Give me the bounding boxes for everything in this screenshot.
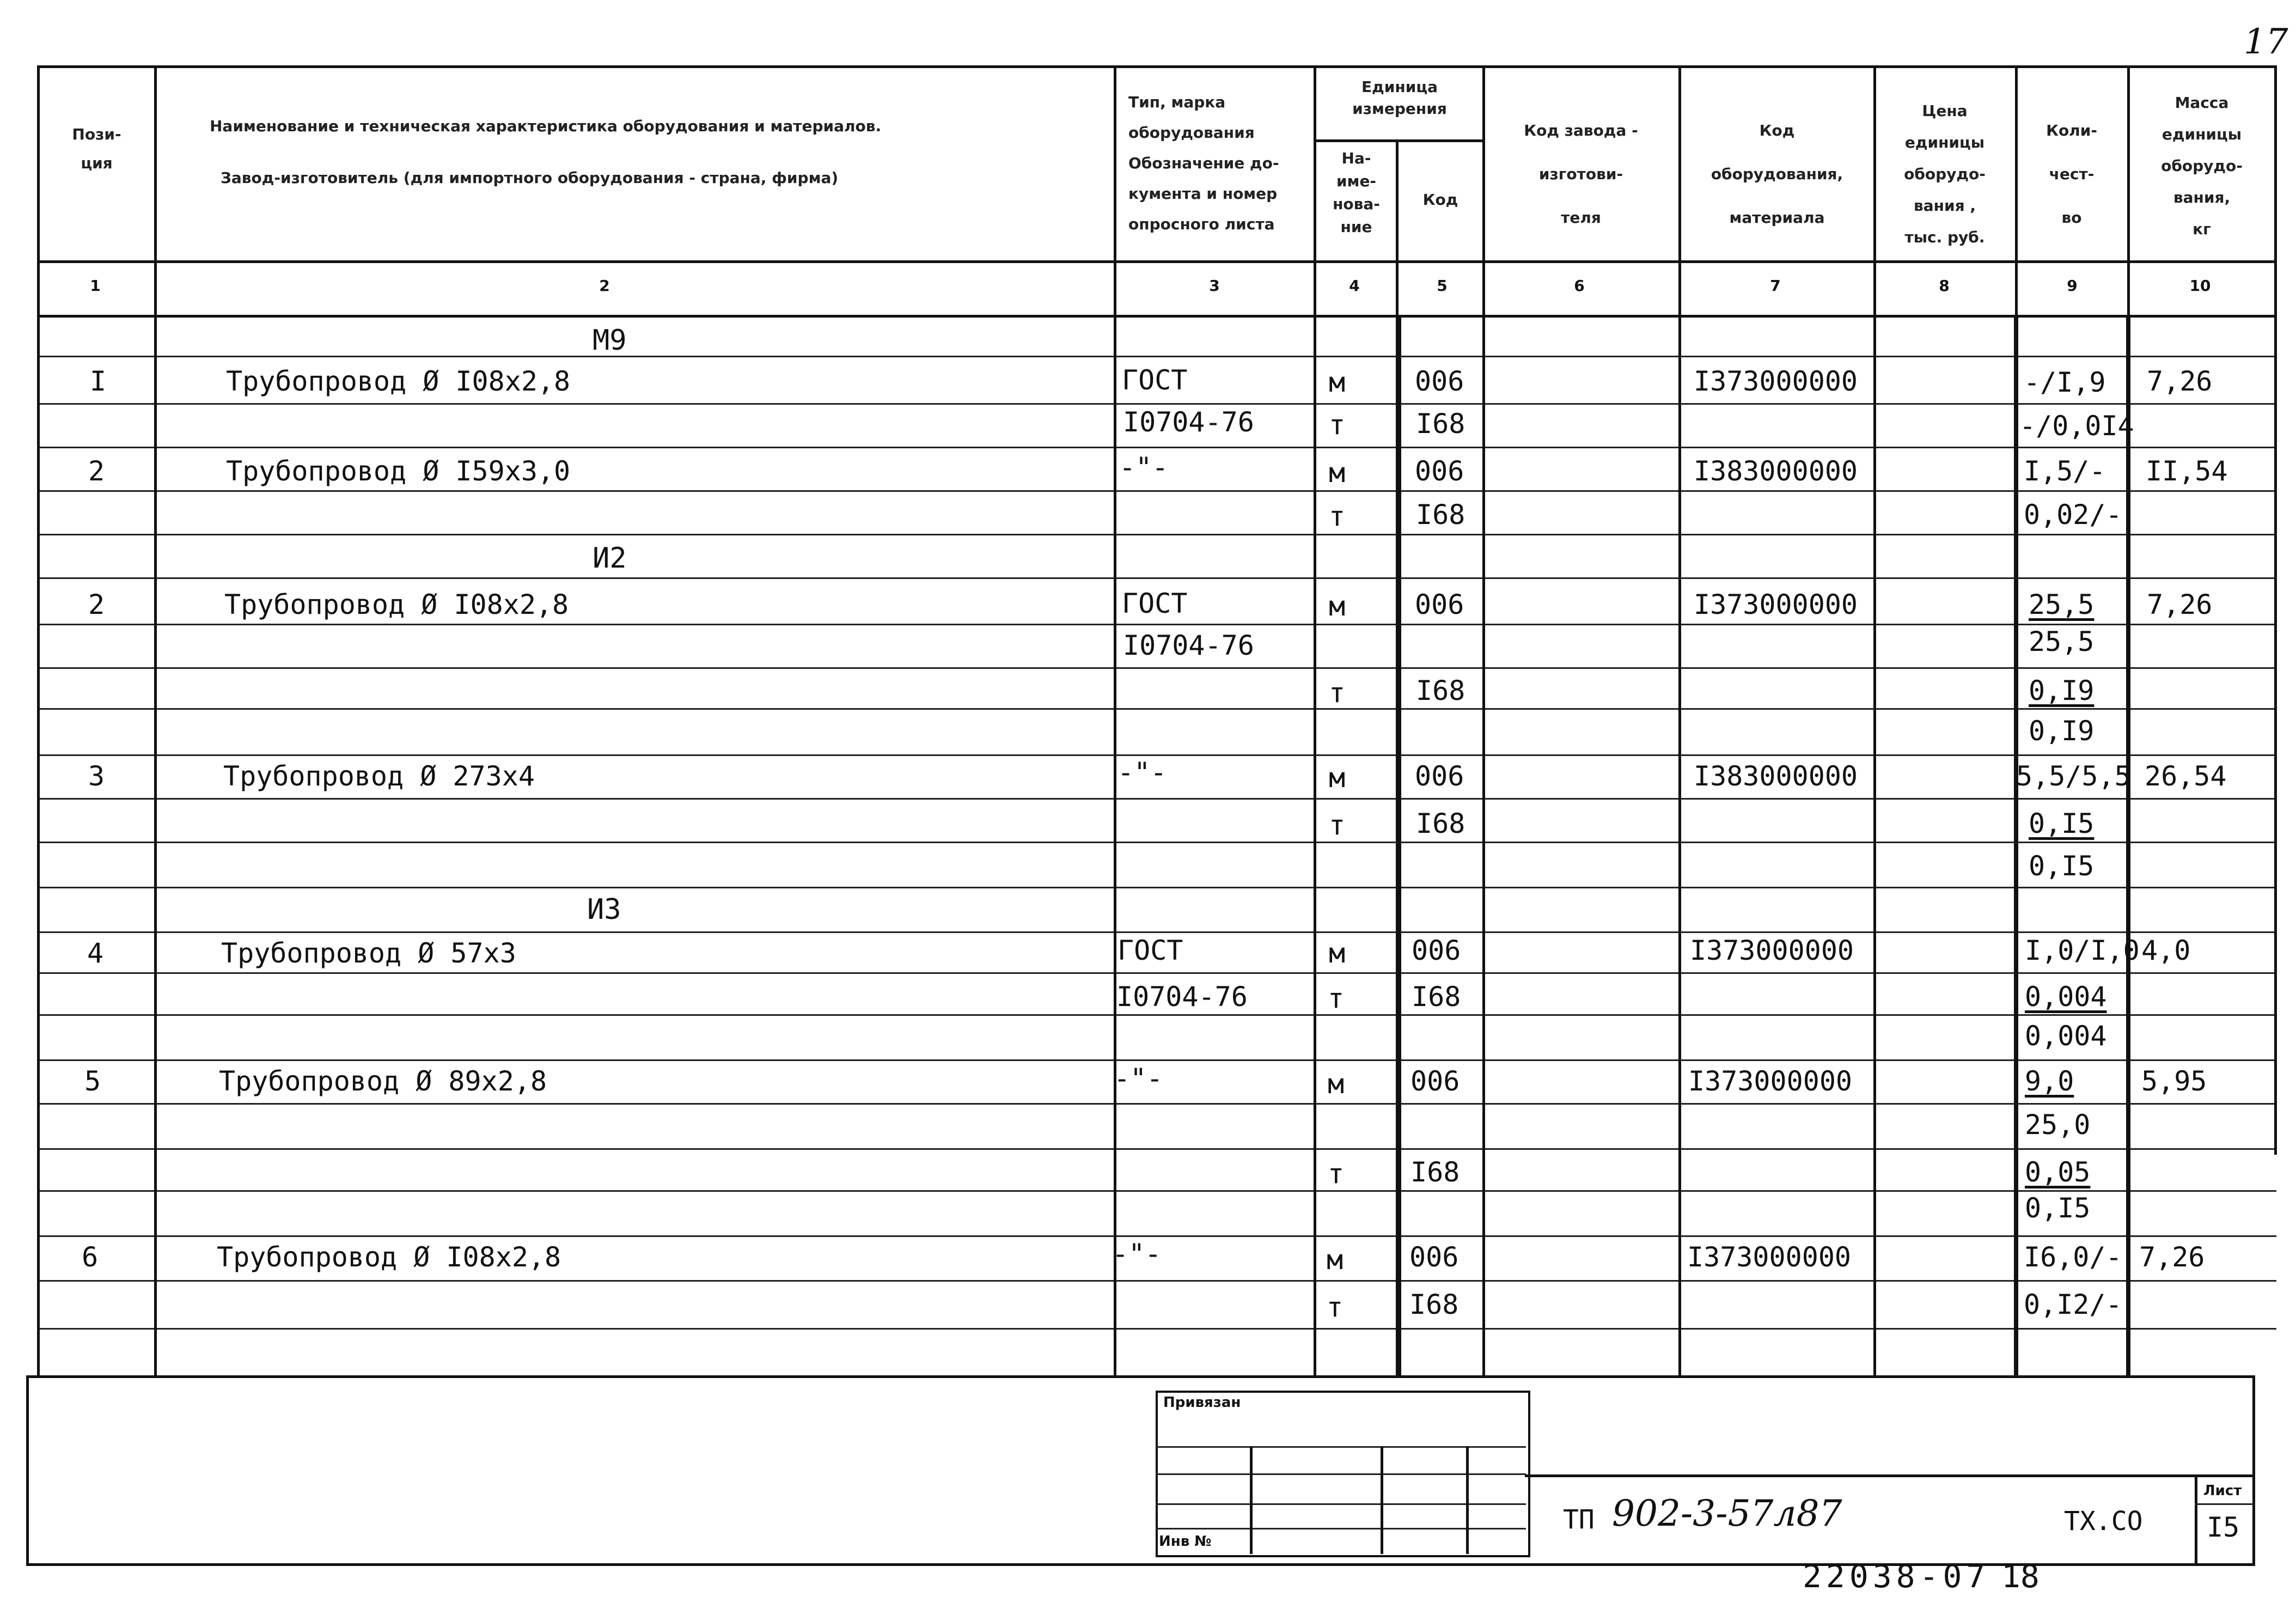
header-material-code: Код оборудования, материала: [1711, 121, 1843, 227]
cell-unit: т: [1329, 809, 1346, 841]
cell-quantity: I6,0/-: [2024, 1241, 2122, 1273]
cell-unit: м: [1327, 1244, 1344, 1276]
row-line: [38, 667, 2276, 669]
cell-unit-code: I68: [1409, 1289, 1459, 1320]
cell-doc: I0704-76: [1123, 406, 1254, 438]
cell-quantity: 0,I9: [2029, 715, 2095, 747]
cell-quantity: 25,5: [2029, 589, 2095, 620]
bound-label: Привязан: [1163, 1394, 1241, 1411]
cell-name: Трубопровод Ø 89x2,8: [219, 1065, 547, 1097]
cell-quantity: 0,I2/-: [2024, 1289, 2122, 1320]
cell-unit: м: [1329, 590, 1346, 622]
colnum-bottom-border: [38, 315, 2276, 318]
header-type: Тип, марка оборудования Обозначение до- кумента и номер опросного листа: [1128, 93, 1279, 233]
inv-label: Инв №: [1159, 1533, 1212, 1550]
tp-prefix: ТП: [1563, 1504, 1595, 1535]
row-line: [38, 1235, 2276, 1237]
header-price: Цена единицы оборудо- вания , тыс. руб.: [1904, 102, 1986, 246]
col-line: [37, 65, 40, 1378]
doc-code: ТХ.СО: [2064, 1506, 2143, 1537]
cell-quantity: 25,0: [2025, 1109, 2091, 1141]
cell-position: 6: [82, 1241, 99, 1273]
cell-material-code: I383000000: [1694, 760, 1858, 792]
footer-sheet: 18: [2001, 1558, 2039, 1595]
cell-unit: м: [1329, 367, 1346, 398]
row-line: [38, 1190, 2276, 1192]
colnum-1: 1: [90, 277, 101, 295]
cell-name: Трубопровод Ø I08x2,8: [224, 589, 569, 620]
cell-mass: 26,54: [2145, 760, 2227, 792]
cell-position: 4: [87, 937, 104, 969]
header-factory-code: Код завода - изготови- теля: [1524, 121, 1638, 227]
bound-box-col: [1466, 1446, 1469, 1554]
cell-position: 2: [88, 589, 105, 620]
table-top-border: [38, 65, 2276, 68]
bound-box-line: [1156, 1473, 1526, 1475]
cell-mass: 7,26: [2147, 589, 2213, 620]
cell-name: Трубопровод Ø 273x4: [223, 760, 535, 792]
row-line: [38, 708, 2276, 710]
bound-box-line: [1156, 1528, 1526, 1529]
colnum-4: 4: [1349, 277, 1360, 295]
header-unit-name: На- име- нова- ние: [1333, 149, 1380, 236]
section-label: И2: [593, 542, 627, 575]
cell-doc: I0704-76: [1116, 981, 1248, 1013]
cell-doc: ГОСТ: [1122, 588, 1188, 619]
header-bottom-border: [38, 260, 2276, 263]
row-line: [38, 1280, 2276, 1282]
colnum-7: 7: [1770, 277, 1781, 295]
sheet-box-left: [2195, 1474, 2197, 1564]
section-label: М9: [593, 324, 627, 357]
row-line: [38, 447, 2276, 448]
cell-unit: т: [1328, 983, 1345, 1014]
colnum-6: 6: [1574, 277, 1585, 295]
cell-material-code: I373000000: [1687, 1241, 1852, 1273]
cell-quantity: 0,I5: [2025, 1192, 2091, 1224]
cell-doc: I0704-76: [1123, 630, 1254, 661]
cell-position: 5: [84, 1065, 101, 1097]
cell-unit: м: [1329, 937, 1346, 969]
cell-unit-code: 006: [1415, 365, 1464, 397]
row-line: [38, 1103, 2276, 1105]
row-line: [38, 577, 2276, 579]
cell-unit-code: I68: [1410, 1156, 1460, 1188]
header-name-line1: Наименование и техническая характеристика оборудования и материалов.: [210, 117, 882, 135]
colnum-3: 3: [1209, 277, 1220, 295]
cell-unit: т: [1328, 1158, 1345, 1190]
table-bottom-border: [27, 1375, 2255, 1378]
row-line: [38, 356, 2276, 357]
cell-unit-code: 006: [1409, 1241, 1459, 1273]
cell-unit: т: [1329, 409, 1346, 441]
cell-material-code: I383000000: [1694, 455, 1858, 487]
cell-unit: т: [1329, 501, 1346, 532]
row-line: [38, 490, 2276, 492]
row-line: [38, 972, 2276, 974]
cell-unit: м: [1329, 457, 1346, 489]
unit-subheader-line: [1315, 139, 1484, 142]
cell-position: 2: [88, 455, 105, 487]
bound-box-col: [1381, 1446, 1383, 1554]
cell-name: Трубопровод Ø I08x2,8: [217, 1241, 561, 1273]
page-number: 17: [2244, 22, 2288, 62]
cell-unit-code: I68: [1416, 499, 1465, 531]
cell-quantity: 0,I9: [2029, 675, 2095, 706]
row-line: [38, 1059, 2276, 1061]
cell-quantity: -/I,9: [2024, 367, 2106, 398]
sheet-number: I5: [2207, 1512, 2240, 1543]
cell-unit-code: I68: [1416, 675, 1465, 706]
bound-box-line: [1156, 1503, 1526, 1505]
cell-name: Трубопровод Ø I59x3,0: [226, 455, 571, 487]
cell-quantity: 0,02/-: [2024, 499, 2122, 531]
cell-unit-code: 006: [1410, 1065, 1460, 1097]
cell-position: I: [90, 365, 107, 397]
row-line: [38, 887, 2276, 888]
cell-quantity: 5,5/5,5: [2016, 760, 2131, 792]
row-line: [38, 534, 2276, 535]
row-line: [38, 624, 2276, 625]
header-unit-code: Код: [1422, 191, 1458, 209]
col-line: [154, 65, 157, 1375]
sheet-box-line: [2195, 1503, 2254, 1505]
colnum-10: 10: [2189, 277, 2211, 295]
cell-unit: т: [1329, 677, 1346, 709]
cell-doc: -"-: [1114, 1063, 1163, 1094]
cell-unit-code: 006: [1415, 760, 1464, 792]
cell-mass: 5,95: [2141, 1065, 2207, 1097]
cell-quantity: 0,004: [2025, 981, 2107, 1013]
cell-doc: ГОСТ: [1118, 935, 1183, 966]
row-line: [38, 403, 2276, 405]
cell-material-code: I373000000: [1690, 935, 1854, 966]
colnum-2: 2: [599, 277, 610, 295]
row-line: [38, 1148, 2276, 1150]
header-position: Пози- ция: [72, 125, 121, 173]
colnum-9: 9: [2067, 277, 2078, 295]
col-line: [1482, 65, 1485, 1375]
row-line: [38, 931, 2276, 933]
cell-doc: -"-: [1112, 1238, 1162, 1270]
cell-unit: м: [1329, 762, 1346, 794]
col-line: [1114, 65, 1116, 1375]
header-name-line2: Завод-изготовитель (для импортного оборудования - страна, фирма): [221, 169, 839, 187]
cell-quantity: 0,05: [2025, 1156, 2091, 1188]
header-quantity: Коли- чест- во: [2046, 121, 2097, 227]
cell-quantity: I,5/-: [2024, 455, 2106, 487]
cell-unit-code: I68: [1416, 808, 1465, 839]
cell-mass: II,54: [2146, 455, 2228, 487]
col-line: [1314, 65, 1316, 1375]
sheet-label: Лист: [2203, 1483, 2242, 1499]
stamp-title-top: [1525, 1474, 2255, 1477]
cell-quantity: 25,5: [2029, 626, 2095, 657]
cell-unit-code: I68: [1416, 408, 1465, 440]
col-line: [1873, 65, 1876, 1375]
cell-quantity: I,0/I,0: [2025, 935, 2140, 966]
col-emphasis-line: [2126, 315, 2130, 1375]
cell-unit-code: 006: [1415, 589, 1464, 620]
cell-quantity: 9,0: [2025, 1065, 2074, 1097]
header-unit-group: Единица измерения: [1352, 78, 1447, 118]
cell-name: Трубопровод Ø I08x2,8: [226, 365, 571, 397]
cell-mass: 7,26: [2147, 365, 2213, 397]
cell-material-code: I373000000: [1688, 1065, 1853, 1097]
cell-quantity: -/0,0I4: [2019, 410, 2134, 442]
cell-quantity: 0,I5: [2029, 850, 2095, 882]
col-line: [1678, 65, 1681, 1375]
cell-unit-code: 006: [1412, 935, 1461, 966]
cell-material-code: I373000000: [1694, 589, 1858, 620]
col-emphasis-line: [2014, 315, 2018, 1375]
row-line: [38, 798, 2276, 800]
cell-unit: т: [1327, 1291, 1344, 1323]
cell-unit: м: [1328, 1068, 1345, 1100]
cell-unit-code: 006: [1415, 455, 1464, 487]
footer-code: 22038-07: [1803, 1558, 1990, 1595]
cell-doc: -"-: [1119, 452, 1169, 483]
row-line: [38, 842, 2276, 843]
bound-box-line: [1156, 1446, 1526, 1448]
row-line: [38, 1328, 2276, 1330]
col-line: [2274, 65, 2277, 1155]
cell-doc: -"-: [1118, 757, 1167, 788]
cell-mass: 7,26: [2139, 1241, 2205, 1273]
cell-quantity: 0,I5: [2029, 808, 2095, 839]
stamp-frame-left: [26, 1375, 29, 1566]
colnum-5: 5: [1437, 277, 1448, 295]
col-emphasis-line: [1397, 315, 1401, 1375]
colnum-8: 8: [1939, 277, 1950, 295]
tp-number: 902-3-57л87: [1612, 1492, 1842, 1534]
cell-doc: ГОСТ: [1122, 364, 1188, 396]
cell-unit-code: I68: [1412, 981, 1461, 1013]
bound-box-col: [1250, 1446, 1253, 1554]
cell-position: 3: [88, 760, 105, 792]
cell-name: Трубопровод Ø 57x3: [221, 937, 516, 969]
section-label: И3: [587, 893, 621, 926]
cell-material-code: I373000000: [1694, 365, 1858, 397]
cell-mass: 4,0: [2141, 935, 2191, 966]
cell-quantity: 0,004: [2025, 1020, 2107, 1052]
row-line: [38, 1014, 2276, 1016]
stamp-frame-right: [2252, 1375, 2255, 1566]
header-mass: Масса единицы оборудо- вания, кг: [2161, 94, 2243, 238]
